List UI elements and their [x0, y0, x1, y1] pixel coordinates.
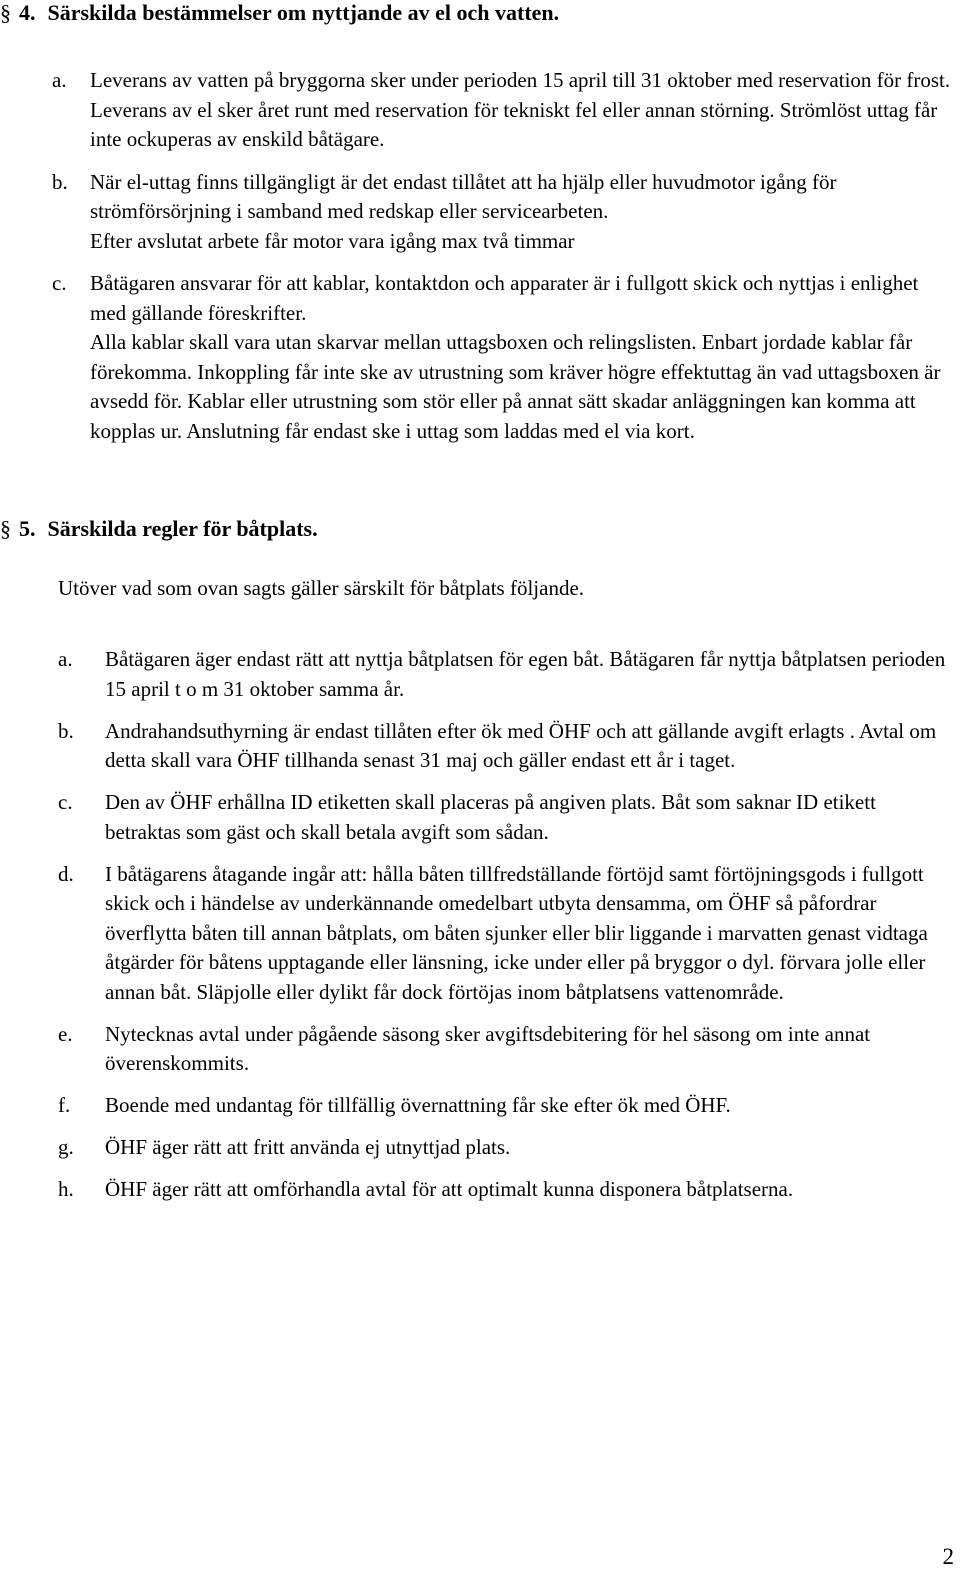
- item-letter: a.: [58, 647, 73, 671]
- item-letter: b.: [52, 169, 68, 194]
- item-text: Nytecknas avtal under pågående säsong sker avgiftsdebitering för hel säsong om inte annat överenskommits.: [105, 1021, 871, 1075]
- item-text: I båtägarens åtagande ingår att: hålla båten tillfredställande förtöjd samt förtöjningsgods i fullgott skick och i händelse av underkännande omedelbart utbyta densamma, om ÖHF så påfordrar överflytta båten till annan båtplats, om båten sjunker eller blir liggande i marvatten genast vidtaga åtgärder för båtens upptagande eller länsning, icke under eller på bryggor o dyl. förvara jolle eller annan båt. Släpjolle eller dylikt får dock förtöjas inom båtplatsens vattenområde.: [105, 861, 928, 1004]
- item-letter: c.: [58, 790, 73, 814]
- list-item: [52, 66, 952, 155]
- section-title: Särskilda regler för båtplats.: [47, 516, 318, 541]
- list-item: [58, 1020, 948, 1079]
- item-letter: c.: [52, 271, 67, 295]
- item-paragraph: Alla kablar skall vara utan skarvar mellan uttagsboxen och relingslisten. Enbart jordade kablar får förekomma. Inkoppling får inte ske av utrustning som kräver högre effektuttag än vad uttagsboxen är avsedd för. Kablar eller utrustning som stör eller på annat sätt skadar anläggningen kan komma att kopplas ur. Anslutning får endast ske i uttag som laddas med el via kort.: [90, 330, 941, 443]
- item-text: Båtägaren äger endast rätt att nyttja båtplatsen för egen båt. Båtägaren får nyttja båtplatsen perioden 15 april t o m 31 oktober samma år.: [105, 647, 946, 701]
- item-paragraph: Båtägaren ansvarar för att kablar, kontaktdon och apparater är i fullgott skick och nyttjas i enlighet med gällande föreskrifter.: [90, 271, 919, 325]
- section-number: 4.: [19, 0, 36, 25]
- item-paragraph: När el-uttag finns tillgängligt är det endast tillåtet att ha hjälp eller huvudmotor igång för strömförsörjning i samband med redskap eller servicearbeten.: [90, 169, 837, 223]
- item-text: Den av ÖHF erhållna ID etiketten skall placeras på angiven plats. Båt som saknar ID etikett betraktas som gäst och skall betala avgift som sådan.: [105, 790, 876, 844]
- section-symbol: §: [0, 516, 11, 541]
- section-4-heading: [0, 0, 559, 26]
- item-text: ÖHF äger rätt att fritt använda ej utnyttjad plats.: [105, 1135, 511, 1159]
- item-letter: h.: [58, 1177, 74, 1201]
- list-item: [58, 645, 948, 704]
- list-item: [52, 269, 952, 446]
- item-letter: d.: [58, 861, 74, 886]
- section-title: Särskilda bestämmelser om nyttjande av el och vatten.: [47, 0, 560, 25]
- list-item: [52, 168, 952, 257]
- item-letter: f.: [58, 1093, 71, 1117]
- section-4-list: [52, 66, 952, 446]
- section-5-heading: [0, 516, 318, 542]
- section-5-list: [58, 645, 948, 1205]
- list-item: [58, 717, 948, 776]
- section-5-intro: Utöver vad som ovan sagts gäller särskilt för båtplats följande.: [58, 576, 585, 600]
- item-text: ÖHF äger rätt att omförhandla avtal för att optimalt kunna disponera båtplatserna.: [105, 1177, 794, 1201]
- section-symbol: §: [0, 0, 11, 25]
- item-paragraph: Leverans av vatten på bryggorna sker under perioden 15 april till 31 oktober med reservation för frost. Leverans av el sker året runt med reservation för tekniskt fel eller annan störning. Strömlöst uttag får inte ockuperas av enskild båtägare.: [90, 68, 951, 151]
- item-letter: e.: [58, 1021, 73, 1046]
- list-item: [58, 1091, 948, 1121]
- item-paragraph: Efter avslutat arbete får motor vara igång max två timmar: [90, 228, 575, 253]
- list-item: [58, 1133, 948, 1163]
- item-letter: a.: [52, 68, 67, 92]
- section-number: 5.: [19, 516, 36, 541]
- item-text: Boende med undantag för tillfällig övernattning får ske efter ök med ÖHF.: [105, 1093, 731, 1117]
- page-number: 2: [942, 1544, 954, 1569]
- item-letter: b.: [58, 718, 74, 743]
- list-item: [58, 788, 948, 847]
- item-letter: g.: [58, 1135, 74, 1159]
- item-text: Andrahandsuthyrning är endast tillåten efter ök med ÖHF och att gällande avgift erlagts . Avtal om detta skall vara ÖHF tillhanda senast 31 maj och gäller endast ett år i taget.: [105, 718, 937, 772]
- list-item: [58, 860, 948, 1008]
- list-item: [58, 1175, 948, 1205]
